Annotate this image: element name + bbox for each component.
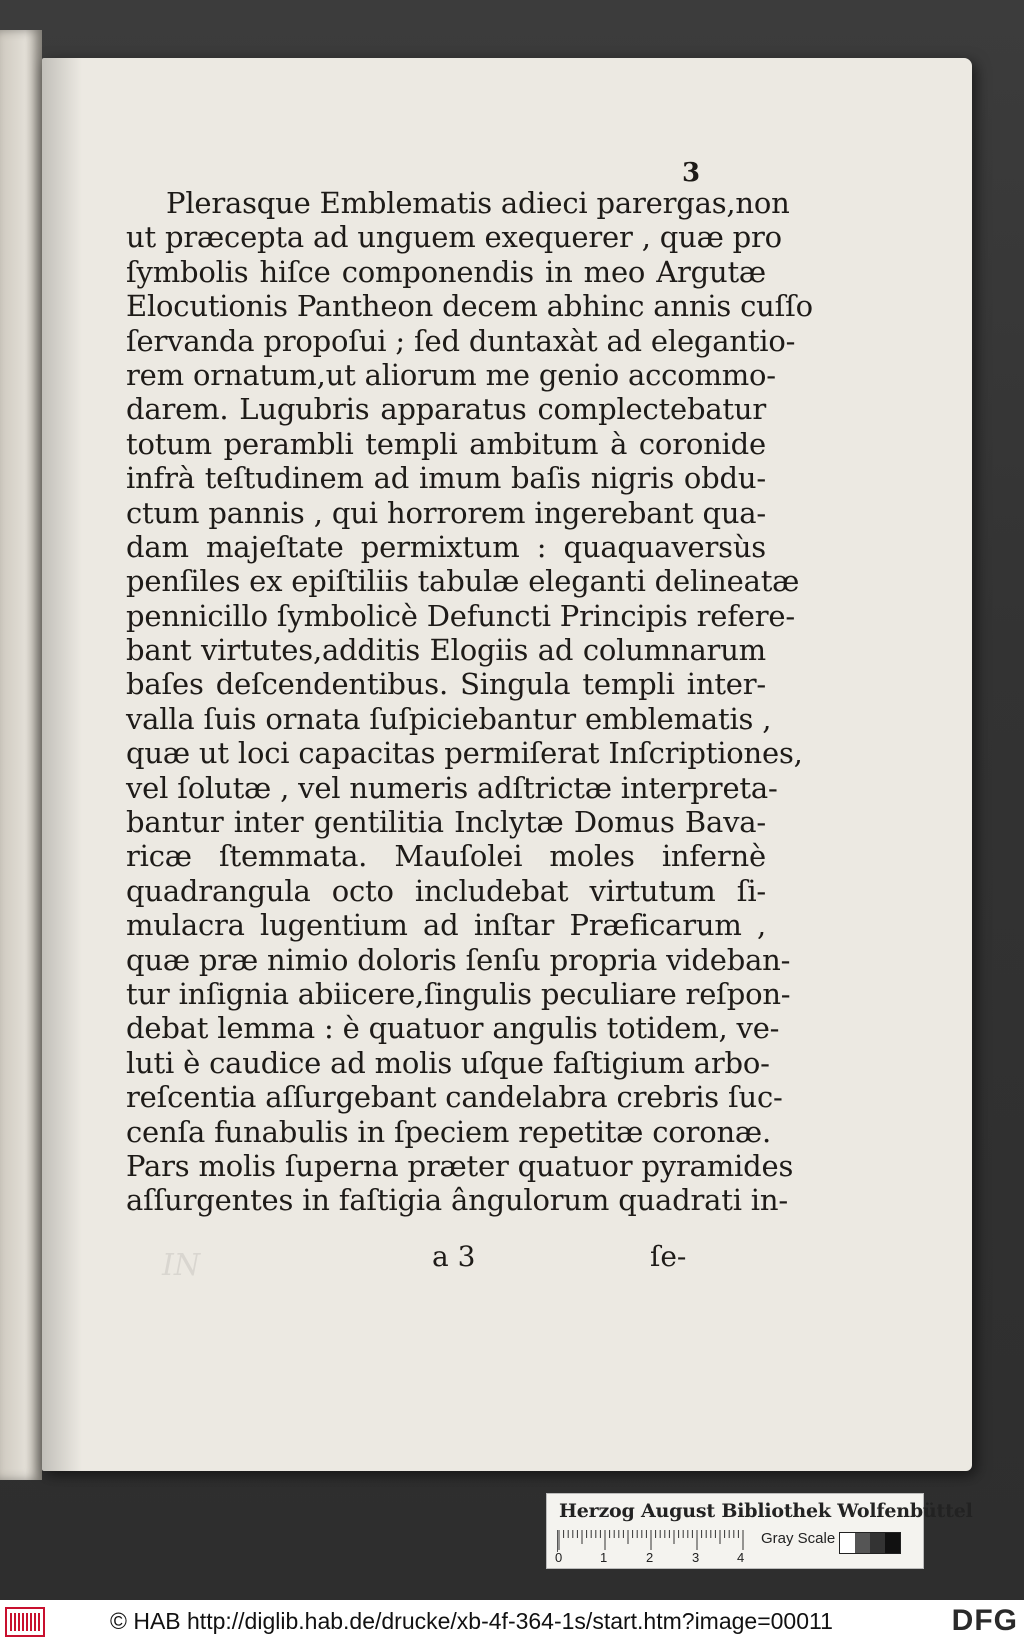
text-line: tur inſignia abiicere,ſingulis peculiare reſpon- — [126, 976, 791, 1011]
text-line: reſcentia aſſurgebant candelabra crebris ſuc- — [126, 1080, 783, 1115]
book-page — [42, 58, 972, 1471]
dfg-logo[interactable]: DFG — [951, 1604, 1018, 1637]
ruler-number-0: 0 — [555, 1550, 563, 1565]
text-line: luti è caudice ad molis uſque faſtigium arbo- — [126, 1045, 770, 1080]
catchword: ſe- — [650, 1240, 687, 1273]
text-line: Pars molis ſuperna præter quatuor pyramides — [126, 1148, 794, 1183]
text-line: infrà teſtudinem ad imum baſis nigris obdu- — [126, 461, 766, 496]
text-line: ut præcepta ad unguem exequerer , quæ pro — [126, 220, 782, 255]
text-line: ricæ ſtemmata. Mauſolei moles infernè — [126, 839, 766, 874]
text-line: debat lemma : è quatuor angulis totidem, ve- — [126, 1011, 780, 1046]
text-line: aſſurgentes in faſtigia ângulorum quadrati in- — [126, 1183, 788, 1218]
grayscale-bar — [839, 1532, 901, 1554]
library-name: Herzog August Bibliothek Wolfenbüttel — [559, 1500, 973, 1522]
text-line: vel ſolutæ , vel numeris adſtrictæ interpreta- — [126, 770, 778, 805]
ruler-number-3: 3 — [692, 1550, 700, 1565]
text-line: ſervanda propoſui ; ſed duntaxàt ad elegantio- — [126, 323, 796, 358]
text-line: rem ornatum,ut aliorum me genio accommo- — [126, 357, 776, 392]
hab-logo-icon[interactable] — [2, 1605, 48, 1639]
gray-swatch — [870, 1533, 885, 1553]
text-line: quæ ut loci capacitas permiſerat Inſcriptiones, — [126, 736, 803, 771]
text-line: ctum pannis , qui horrorem ingerebant qua- — [126, 495, 766, 530]
library-color-chart-label — [546, 1493, 973, 1569]
bleed-through-text: IN — [162, 1248, 201, 1283]
text-line: dam majeſtate permixtum : quaquaversùs — [126, 529, 766, 564]
copyright-url-link[interactable]: © HAB http://diglib.hab.de/drucke/xb-4f-364-1s/start.htm?image=00011 — [110, 1608, 833, 1634]
ruler-number-1: 1 — [600, 1550, 608, 1565]
text-line: mulacra lugentium ad inſtar Præficarum , — [126, 908, 766, 943]
text-line: quadrangula octo includebat virtutum ſi- — [126, 873, 766, 908]
ruler-ticks — [558, 1530, 754, 1552]
text-line: Plerasque Emblematis adieci parergas,non — [166, 186, 790, 220]
ruler-number-4: 4 — [737, 1550, 745, 1565]
signature-mark: a 3 — [432, 1240, 476, 1273]
gray-swatch — [840, 1533, 855, 1553]
text-line: valla ſuis ornata ſuſpiciebantur emblematis , — [126, 701, 772, 736]
scale-ruler — [557, 1530, 754, 1552]
gray-swatch — [855, 1533, 870, 1553]
text-line: penſiles ex epiſtiliis tabulæ eleganti delineatæ — [126, 564, 800, 599]
text-line: bant virtutes,additis Elogiis ad columnarum — [126, 633, 766, 668]
ruler-numbers — [555, 1550, 755, 1564]
ruler-number-2: 2 — [646, 1550, 654, 1565]
page-number: 3 — [682, 158, 701, 188]
text-line: ſymbolis hiſce componendis in meo Argutæ — [126, 254, 766, 289]
grayscale-label: Gray Scale — [761, 1530, 836, 1547]
facing-page-edge — [0, 30, 42, 1480]
gray-swatch — [885, 1533, 900, 1553]
text-line: darem. Lugubris apparatus complectebatur — [126, 392, 766, 427]
text-line: baſes deſcendentibus. Singula templi inter- — [126, 667, 766, 702]
text-line: totum perambli templi ambitum à coronide — [126, 426, 766, 461]
text-line: Elocutionis Pantheon decem abhinc annis cuſſo — [126, 289, 813, 324]
text-block — [126, 186, 813, 1218]
viewer-footer-bar — [0, 1600, 1024, 1643]
text-line: cenſa funabulis in ſpeciem repetitæ coronæ. — [126, 1114, 772, 1149]
text-line: bantur inter gentilitia Inclytæ Domus Bava- — [126, 805, 766, 840]
text-line: pennicillo ſymbolicè Defuncti Principis refere- — [126, 598, 795, 633]
text-line: quæ præ nimio doloris ſenſu propria videban- — [126, 942, 791, 977]
